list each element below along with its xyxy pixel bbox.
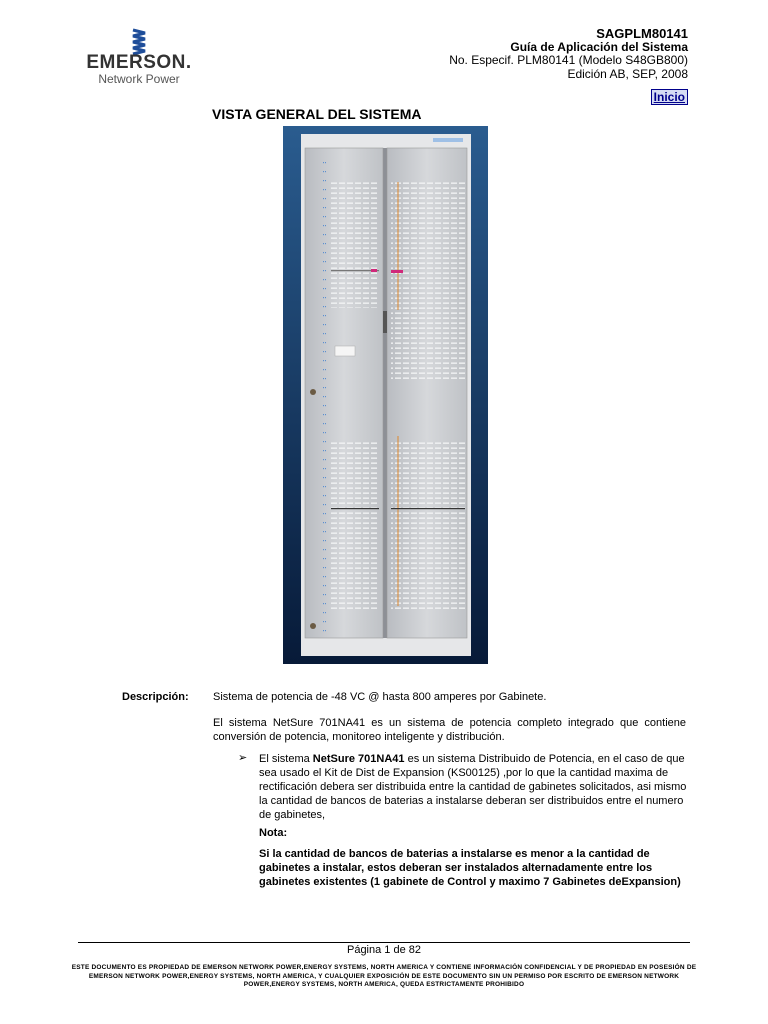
note-label: Nota: <box>259 827 288 839</box>
doc-edition: Edición AB, SEP, 2008 <box>567 67 688 81</box>
bullet-post: es un sistema Distribuido de Potencia, en el caso de que sea usado el Kit de Dist de Expansion (KS00125) ,por lo que la cantidad maxima de rectificación debera ser distribuida entre la cantidad de gabinetes solicitados, asi mismo la cantidad de bancos de baterias a instalarse deberan ser distribuidos entre el numero de gabinetes, <box>259 753 687 821</box>
doc-code: SAGPLM80141 <box>596 26 688 41</box>
bullet-pre: El sistema <box>259 753 313 765</box>
brand-name: EMERSON. <box>86 52 192 73</box>
bullet-paragraph <box>259 752 687 822</box>
home-link[interactable]: Inicio <box>651 89 688 105</box>
doc-spec: No. Especif. PLM80141 (Modelo S48GB800) <box>449 53 688 67</box>
description-label: Descripción: <box>122 691 189 703</box>
description-line: Sistema de potencia de -48 VC @ hasta 800 amperes por Gabinete. <box>213 691 547 703</box>
doc-title: Guía de Aplicación del Sistema <box>510 40 688 54</box>
brand-subtitle: Network Power <box>98 72 180 86</box>
bullet-arrow-icon: ➢ <box>238 752 248 764</box>
bullet-product-name: NetSure 701NA41 <box>312 753 405 765</box>
footer-divider <box>78 942 690 943</box>
section-title: VISTA GENERAL DEL SISTEMA <box>212 106 422 122</box>
description-paragraph: El sistema NetSure 701NA41 es un sistema de potencia completo integrado que contiene conversión de potencia, monitoreo inteligente y distribución. <box>213 717 686 743</box>
legal-notice: ESTE DOCUMENTO ES PROPIEDAD DE EMERSON NETWORK POWER,ENERGY SYSTEMS, NORTH AMERICA Y CONTIENE INFORMACIÓN CONFIDENCIAL Y DE PROPIEDAD EN POSESIÓN DE EMERSON NETWORK POWER,ENERGY SYSTEMS, NORTH AMERICA, Y CUALQUIER EXPOSICIÓN DE ESTE DOCUMENTO SIN UN PERMISO POR ESCRITO DE EMERSON NETWORK POWER,ENERGY SYSTEMS, NORTH AMERICA, QUEDA ESTRICTAMENTE PROHIBIDO <box>71 964 697 988</box>
page-number: Página 1 de 82 <box>346 944 421 956</box>
note-text: Si la cantidad de bancos de baterias a instalarse es menor a la cantidad de gabinetes a instalar, estos deberan ser instalados alternadamente entre los gabinetes existentes (1 gabinete de Control y maximo 7 Gabinetes deExpansion) <box>259 848 681 888</box>
cabinet-photo <box>283 126 488 664</box>
